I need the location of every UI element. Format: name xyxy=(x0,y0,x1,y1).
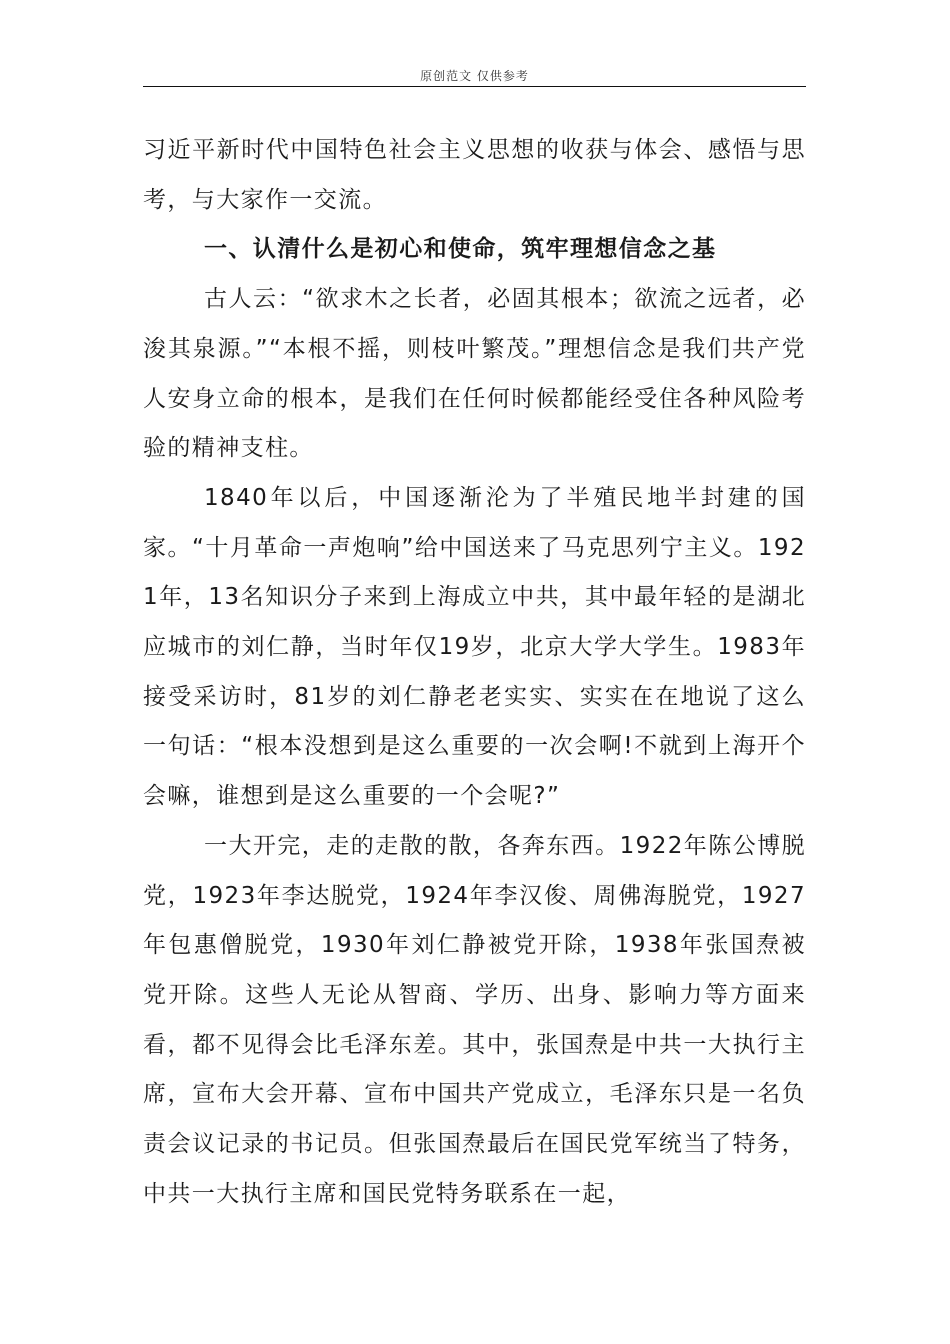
section-heading: 一、认清什么是初心和使命，筑牢理想信念之基 xyxy=(204,236,717,263)
paragraph: 古人云：“欲求木之长者，必固其根本；欲流之远者，必浚其泉源。”“本根不摇，则枝叶繁茂。”理想信念是我们共产党人安身立命的根本，是我们在任何时候都能经受住各种风险考验的精神支柱。 xyxy=(143,286,806,462)
paragraph-continuation: 习近平新时代中国特色社会主义思想的收获与体会、感悟与思考，与大家作一交流。 xyxy=(143,137,806,213)
document-body xyxy=(143,126,806,1219)
paragraph: 一大开完，走的走散的散，各奔东西。1922年陈公博脱党，1923年李达脱党，1924年李汉俊、周佛海脱党，1927年包惠僧脱党，1930年刘仁静被党开除，1938年张国焘被党开除。这些人无论从智商、学历、出身、影响力等方面来看，都不见得会比毛泽东差。其中，张国焘是中共一大执行主席，宣布大会开幕、宣布中国共产党成立，毛泽东只是一名负责会议记录的书记员。但张国焘最后在国民党军统当了特务，中共一大执行主席和国民党特务联系在一起， xyxy=(143,832,806,1207)
paragraph: 1840年以后，中国逐渐沦为了半殖民地半封建的国家。“十月革命一声炮响”给中国送来了马克思列宁主义。1921年，13名知识分子来到上海成立中共，其中最年轻的是湖北应城市的刘仁静，当时年仅19岁，北京大学大学生。1983年接受采访时，81岁的刘仁静老老实实、实实在在地说了这么一句话：“根本没想到是这么重要的一次会啊!不就到上海开个会嘛，谁想到是这么重要的一个会呢?” xyxy=(143,484,806,810)
page-header: 原创范文 仅供参考 xyxy=(420,69,529,83)
header-divider xyxy=(143,86,806,87)
